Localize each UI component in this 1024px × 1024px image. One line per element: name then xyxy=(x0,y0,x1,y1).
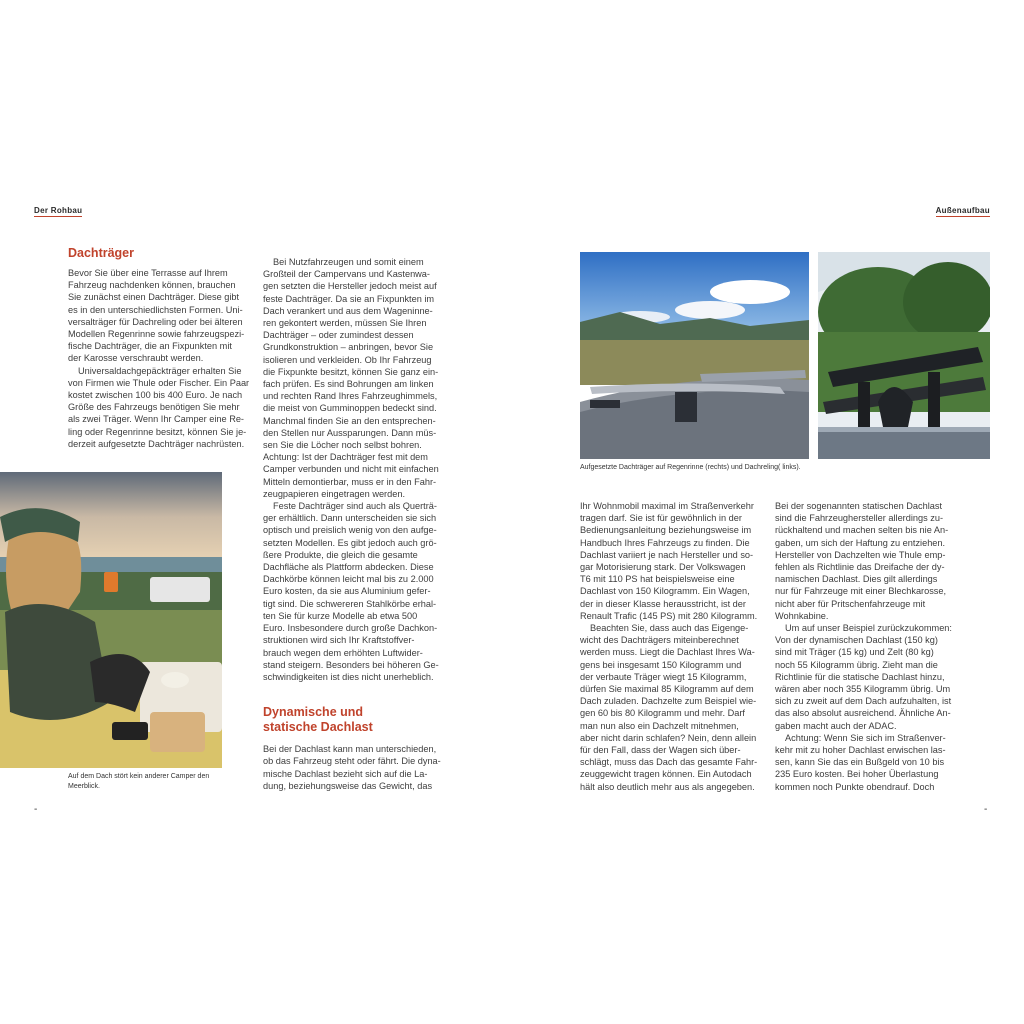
photo-woman-on-roof xyxy=(0,472,222,768)
left-column-2 xyxy=(263,256,447,792)
paragraph: Beachten Sie, dass auch das Eigenge- wicht des Dachträgers miteinberechnet werden muss. Liegt die Dachlast Ihres Wa- gens bei insgesamt 150 Kilogramm und der verbaute Träger wiegt 15 Kilogramm, dürfen Sie maximal 85 Kilogramm auf dem Dach zuladen. Dachzelte zum Beispiel wie- gen 60 bis 80 Kilogramm und mehr. Darf man nun also ein Dachzelt mitnehmen, aber nicht darin schlafen? Nein, denn allein für den Fall, dass der Wagen sich über- schlägt, muss das Dach das gesamte Fahr- zeuggewicht tragen können. Ein Autodach hält also deutlich mehr aus als angegeben. xyxy=(580,623,758,792)
right-column-2 xyxy=(775,500,965,793)
paragraph: Bevor Sie über eine Terrasse auf Ihrem Fahrzeug nachdenken können, brauchen Sie zunächst einen Dachträger. Diese gibt es in den unterschiedlichsten Formen. Uni- versalträger für Dachreling oder bei älteren Modellen Regenrinne sowie fahrzeugspezi- fische Dachträger, die an Fixpunkten mit der Karosse verschraubt werden. xyxy=(68,268,245,364)
paragraph: Universaldachgepäckträger erhalten Sie von Firmen wie Thule oder Fischer. Ein Paar kostet zwischen 100 bis 400 Euro. Je nach Größe des Fahrzeugs benötigen Sie mehr als zwei Träger. Wenn Ihr Camper eine Re- ling oder Regenrinne besitzt, können Sie je- derzeit aufgesetzte Dachträger nachrüsten. xyxy=(68,365,250,449)
running-header-right: Außenaufbau xyxy=(935,206,990,215)
paragraph: Bei Nutzfahrzeugen und somit einem Großteil der Campervans und Kastenwa- gen setzten die Hersteller jedoch meist auf feste Dachträger. Da sie an Fixpunkten im Dach verankert und aus dem Wageninne- ren gekontert werden, müssen Sie Ihren Dachträger – oder zumindest dessen Grundkonstruktion – anbringen, bevor Sie isolieren und verkleiden. Ob Ihr Fahrzeug die Fixpunkte besitzt, können Sie ganz ein- fach prüfen. Es sind Bohrungen am linken und rechten Rand Ihres Fahrzeughimmels, die meist von Gumminoppen bedeckt sind. Manchmal finden Sie an den entsprechen- den Stellen nur Aussparungen. Dann müs- sen Sie die Löcher noch selbst bohren. Achtung: Ist der Dachträger fest mit dem Camper verbunden und nicht mit einfachen Mitteln demontierbar, muss er in den Fahr- zeugpapieren eingetragen werden. xyxy=(263,257,439,499)
photo-caption-left: Auf dem Dach stört kein anderer Camper den Meerblick. xyxy=(68,773,210,790)
page-mark-right: - xyxy=(984,804,988,815)
section-heading-dachlast: Dynamische und statische Dachlast xyxy=(263,705,373,735)
photo-caption-right: Aufgesetzte Dachträger auf Regenrinne (rechts) und Dachreling( links). xyxy=(580,464,801,471)
paragraph: Achtung: Wenn Sie sich im Straßenver- kehr mit zu hoher Dachlast erwischen las- sen, kann Sie das ein Bußgeld von 10 bis 235 Euro kosten. Bei hoher Überlastung kommen noch Punkte obendrauf. Doch xyxy=(775,732,946,792)
paragraph: Bei der sogenannten statischen Dachlast sind die Fahrzeughersteller allerdings zu- rückhaltend und machen selten bis nie An- gaben, um sich der Haftung zu entziehen. Hersteller von Dachzelten wie Thule emp- fehlen als Richtlinie das Dreifache der dy- namischen Dachlast. Dies gilt allerdings nur für Fahrzeuge mit einer Blechkarosse, nicht aber für Pritschenfahrzeuge mit Wohnkabine. xyxy=(775,501,949,621)
paragraph: Bei der Dachlast kann man unterschieden, ob das Fahrzeug steht oder fährt. Die dyna- mische Dachlast bezieht sich auf die La- dung, beziehungsweise das Gewicht, das xyxy=(263,744,441,791)
running-header-left: Der Rohbau xyxy=(34,206,83,215)
paragraph: Feste Dachträger sind auch als Querträ- ger erhältlich. Dann unterscheiden sie sich optisch und preislich wenig von den aufge- setzten Modellen. Es gibt jedoch auch grö- ßere Produkte, die gleich die gesamte Dachfläche als Plattform abdecken. Diese Dachkörbe können leicht mal bis zu 2.000 Euro kosten, da sie aus Aluminium gefer- tigt sind. Die schwereren Stahlkörbe erhal- ten Sie für kurze Modelle ab etwa 500 Euro. Insbesondere durch große Dachkon- struktionen wird sich Ihr Kraftstoffver- brauch wegen dem erhöhten Luftwider- stand steigern. Besonders bei höheren Ge- schwindigkeiten ist dies nicht unerheblich. xyxy=(263,501,439,682)
paragraph: Um auf unser Beispiel zurückzukommen: Von der dynamischen Dachlast (150 kg) sind mit Träger (15 kg) und Zelt (80 kg) noch 55 Kilogramm übrig. Zieht man die Richtlinie für die statische Dachlast hinzu, wären aber noch 355 Kilogramm übrig. Um sich zu zweit auf dem Dach aufzuhalten, ist das also absolut ausreichend. Ähnliche An- gaben macht auch der ADAC. xyxy=(775,623,952,731)
paragraph: Ihr Wohnmobil maximal im Straßenverkehr tragen darf. Sie ist für gewöhnlich in der Bedienungsanleitung beziehungsweise im Handbuch Ihres Fahrzeugs zu finden. Die Dachlast variiert je nach Hersteller und so- gar Motorisierung stark. Der Volkswagen T6 mit 110 PS hat beispielsweise eine Dachlast von 150 Kilogramm. Ein Wagen, der in dieser Klasse herausstricht, ist der Renault Trafic (145 PS) mit 280 Kilogramm. xyxy=(580,501,758,621)
section-heading-dachtraeger: Dachträger xyxy=(68,246,134,260)
photo-roof-rack-rails xyxy=(818,252,990,459)
photo-roof-rack-gutter xyxy=(580,252,809,459)
right-column-1 xyxy=(580,500,768,793)
page-mark-left: - xyxy=(34,804,38,815)
left-column-1 xyxy=(68,246,252,450)
